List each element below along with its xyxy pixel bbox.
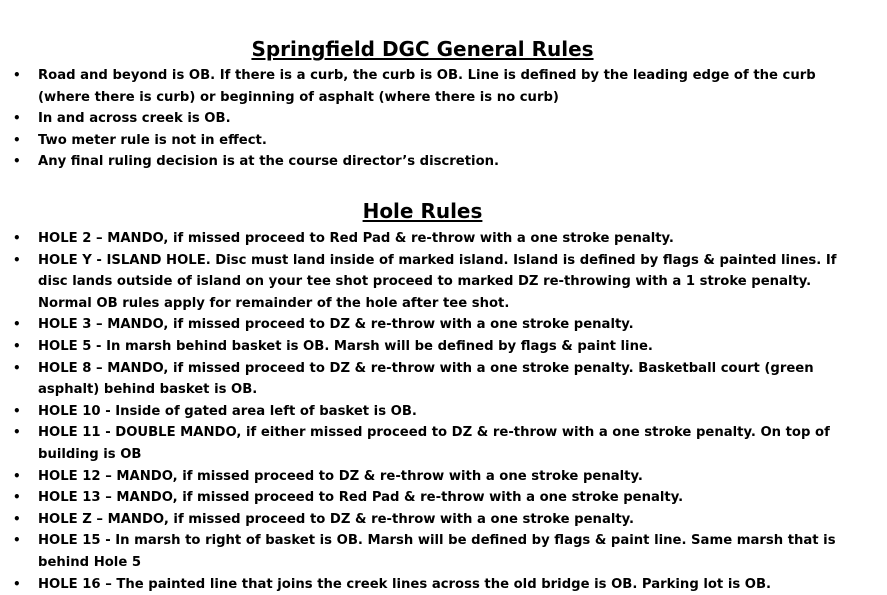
general-rule-item [0,130,860,152]
bullet-icon: • [13,466,21,488]
hole-rule-item [0,228,860,250]
hole-rule-item [0,336,860,358]
bullet-icon: • [13,108,21,130]
bullet-icon: • [13,530,21,552]
rule-text: HOLE 8 – MANDO, if missed proceed to DZ & re-throw with a one stroke penalty. Basketball court (green asphalt) behind basket is OB. [38,361,814,398]
bullet-icon: • [13,151,21,173]
hole-rule-item [0,509,860,531]
bullet-icon: • [13,250,21,272]
hole-rule-item [0,250,860,315]
hole-rule-item [0,530,860,573]
rule-text: HOLE 12 – MANDO, if missed proceed to DZ & re-throw with a one stroke penalty. [38,469,643,484]
rule-text: HOLE 13 – MANDO, if missed proceed to Red Pad & re-throw with a one stroke penalty. [38,490,683,505]
hole-rules-list [0,228,860,595]
rule-text: HOLE 15 - In marsh to right of basket is OB. Marsh will be defined by flags & paint line. Same marsh that is behind Hole 5 [38,533,836,570]
bullet-icon: • [13,487,21,509]
hole-rule-item [0,466,860,488]
bullet-icon: • [13,358,21,380]
rule-text: HOLE Y - ISLAND HOLE. Disc must land inside of marked island. Island is defined by flags & painted lines. If disc lands outside of island on your tee shot proceed to marked DZ re-throwing with a 1 stroke penalty. Normal OB rules apply for remainder of the hole after tee shot. [38,253,836,311]
general-rules-list [0,65,860,173]
hole-rule-item [0,401,860,423]
rule-text: HOLE 5 - In marsh behind basket is OB. Marsh will be defined by flags & paint line. [38,339,653,354]
bullet-icon: • [13,336,21,358]
general-rule-item [0,108,860,130]
rule-text: HOLE 2 – MANDO, if missed proceed to Red Pad & re-throw with a one stroke penalty. [38,231,674,246]
bullet-icon: • [13,401,21,423]
rule-text: HOLE 11 - DOUBLE MANDO, if either missed proceed to DZ & re-throw with a one stroke penalty. On top of building is OB [38,425,830,462]
bullet-icon: • [13,422,21,444]
rule-text: Road and beyond is OB. If there is a curb, the curb is OB. Line is defined by the leading edge of the curb (where there is curb) or beginning of asphalt (where there is no curb) [38,68,816,105]
hole-rule-item [0,358,860,401]
bullet-icon: • [13,314,21,336]
hole-rule-item [0,574,860,595]
general-rule-item [0,65,860,108]
bullet-icon: • [13,65,21,87]
rule-text: HOLE Z – MANDO, if missed proceed to DZ & re-throw with a one stroke penalty. [38,512,634,527]
rule-text: HOLE 10 - Inside of gated area left of basket is OB. [38,404,417,419]
rule-text: Any final ruling decision is at the course director’s discretion. [38,154,499,169]
rule-text: In and across creek is OB. [38,111,231,126]
bullet-icon: • [13,130,21,152]
rule-text: HOLE 16 – The painted line that joins the creek lines across the old bridge is OB. Parking lot is OB. [38,577,771,592]
hole-rules-heading: Hole Rules [0,199,845,223]
hole-rule-item [0,314,860,336]
general-rule-item [0,151,860,173]
hole-rule-item [0,487,860,509]
bullet-icon: • [13,574,21,595]
bullet-icon: • [13,228,21,250]
bullet-icon: • [13,509,21,531]
hole-rule-item [0,422,860,465]
rule-text: HOLE 3 – MANDO, if missed proceed to DZ & re-throw with a one stroke penalty. [38,317,634,332]
rule-text: Two meter rule is not in effect. [38,133,267,148]
page-title: Springfield DGC General Rules [0,37,845,61]
